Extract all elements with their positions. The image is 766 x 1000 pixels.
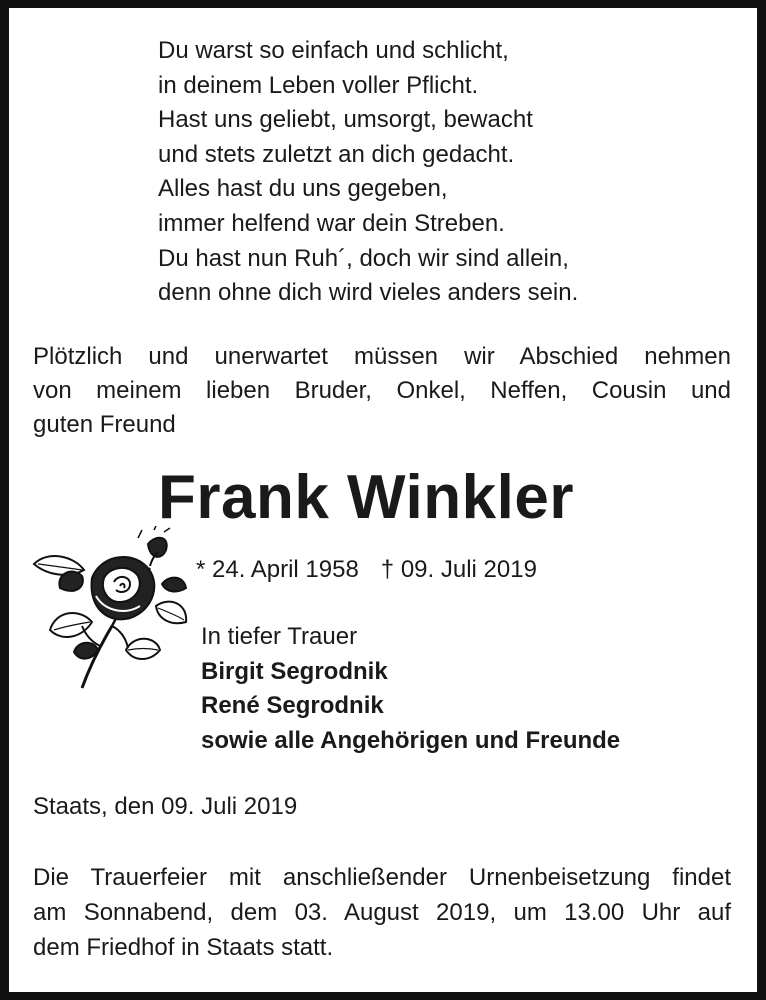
announcement-line: Plötzlich und unerwartet müssen wir Abschied nehmen [33, 343, 731, 370]
mourner-name: René Segrodnik [201, 692, 384, 720]
rose-illustration [30, 526, 190, 696]
announcement-line: guten Freund [33, 411, 176, 438]
mourner-name: sowie alle Angehörigen und Freunde [201, 726, 621, 754]
poem-line: Du warst so einfach und schlicht, [158, 37, 509, 64]
poem-line: immer helfend war dein Streben. [158, 209, 505, 237]
announcement-line: von meinem lieben Bruder, Onkel, Neffen, Cousin und [33, 377, 731, 404]
mourners-block [201, 620, 620, 758]
place-and-date: Staats, den 09. Juli 2019 [33, 793, 298, 820]
birth-date: * 24. April 1958 [196, 556, 359, 583]
mourning-intro: In tiefer Trauer [201, 623, 358, 650]
death-date: † 09. Juli 2019 [380, 556, 537, 583]
service-line: dem Friedhof in Staats statt. [33, 934, 334, 961]
announcement-text [33, 340, 731, 442]
poem-line: Hast uns geliebt, umsorgt, bewacht [158, 106, 533, 134]
poem-line: Alles hast du uns gegeben, [158, 175, 448, 203]
service-line: am Sonnabend, dem 03. August 2019, um 13.00 Uhr auf [33, 899, 731, 926]
funeral-service-info [33, 860, 731, 965]
poem-line: und stets zuletzt an dich gedacht. [158, 140, 515, 168]
poem [158, 34, 578, 311]
mourner-name: Birgit Segrodnik [201, 657, 388, 685]
poem-line: in deinem Leben voller Pflicht. [158, 71, 479, 99]
service-line: Die Trauerfeier mit anschließender Urnenbeisetzung findet [33, 864, 731, 891]
poem-line: Du hast nun Ruh´, doch wir sind allein, [158, 244, 569, 272]
poem-line: denn ohne dich wird vieles anders sein. [158, 279, 579, 307]
life-dates [196, 553, 537, 587]
deceased-name: Frank Winkler [158, 463, 574, 532]
